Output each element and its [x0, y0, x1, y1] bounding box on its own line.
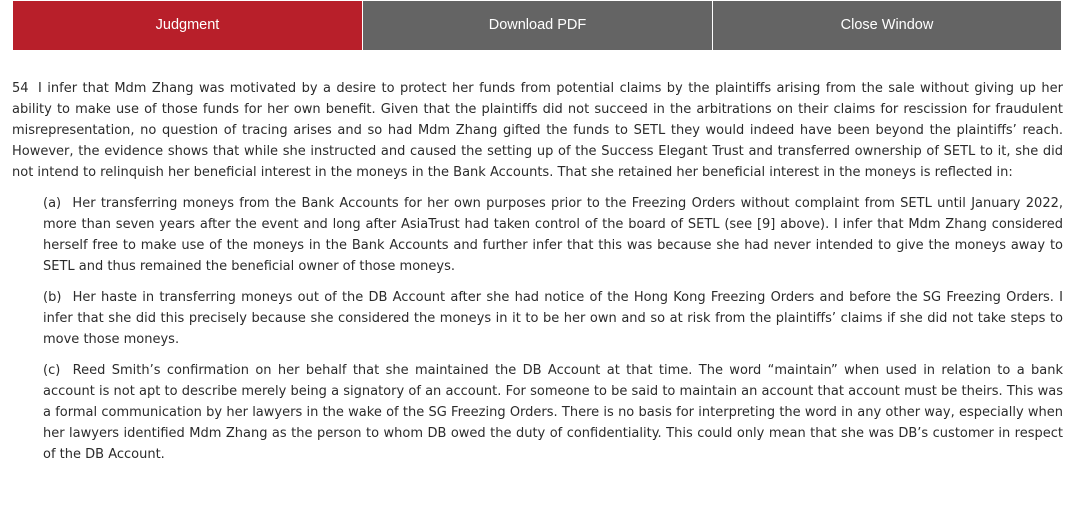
subparagraph-label: (c) [43, 363, 61, 378]
paragraph-text: I infer that Mdm Zhang was motivated by a desire to protect her funds from potential claims by the plaintiffs arising from the sale without giving up her ability to make use of those funds for her own benefit. Given that the plaintiffs did not succeed in the arbitrations on their claims for rescission for fraudulent misrepresentation, no question of tracing arises and so had Mdm Zhang gifted the funds to SETL they would indeed have been beyond the plaintiffs’ reach. However, the evidence shows that while she instructed and caused the setting up of the Success Elegant Trust and transferred ownership of SETL to it, she did not intend to relinquish her beneficial interest in the moneys in the Bank Accounts. That she retained her beneficial interest in the moneys is reflected in: [12, 81, 1063, 180]
download-pdf-button[interactable]: Download PDF [362, 1, 712, 50]
subparagraph-c [43, 360, 1063, 465]
subparagraph-text: Her haste in transferring moneys out of the DB Account after she had notice of the Hong Kong Freezing Orders and before the SG Freezing Orders. I infer that she did this precisely because she considered the moneys in it to be her own and so at risk from the plaintiffs’ claims if she did not take steps to move those moneys. [43, 290, 1063, 347]
subparagraph-a [43, 193, 1063, 277]
subparagraph-text: Reed Smith’s confirmation on her behalf that she maintained the DB Account at that time. The word “maintain” when used in relation to a bank account is not apt to describe merely being a signatory of an account. For someone to be said to maintain an account that account must be theirs. This was a formal communication by her lawyers in the wake of the SG Freezing Orders. There is no basis for interpreting the word in any other way, especially when her lawyers identified Mdm Zhang as the person to whom DB owed the duty of confidentiality. This could only mean that she was DB’s customer in respect of the DB Account. [43, 363, 1063, 462]
subparagraph-text: Her transferring moneys from the Bank Accounts for her own purposes prior to the Freezing Orders without complaint from SETL until January 2022, more than seven years after the event and long after AsiaTrust had taken control of the board of SETL (see [9] above). I infer that Mdm Zhang considered herself free to make use of the moneys in the Bank Accounts and further infer that this was because she had never intended to give the moneys away to SETL and thus remained the beneficial owner of those moneys. [43, 196, 1063, 274]
tab-judgment[interactable]: Judgment [13, 1, 362, 50]
paragraph-54 [12, 78, 1063, 183]
toolbar [13, 1, 1061, 50]
close-window-button[interactable]: Close Window [712, 1, 1061, 50]
subparagraph-label: (a) [43, 196, 62, 211]
judgment-content [12, 78, 1063, 475]
subparagraph-label: (b) [43, 290, 62, 305]
subparagraph-b [43, 287, 1063, 350]
paragraph-number: 54 [12, 81, 29, 96]
